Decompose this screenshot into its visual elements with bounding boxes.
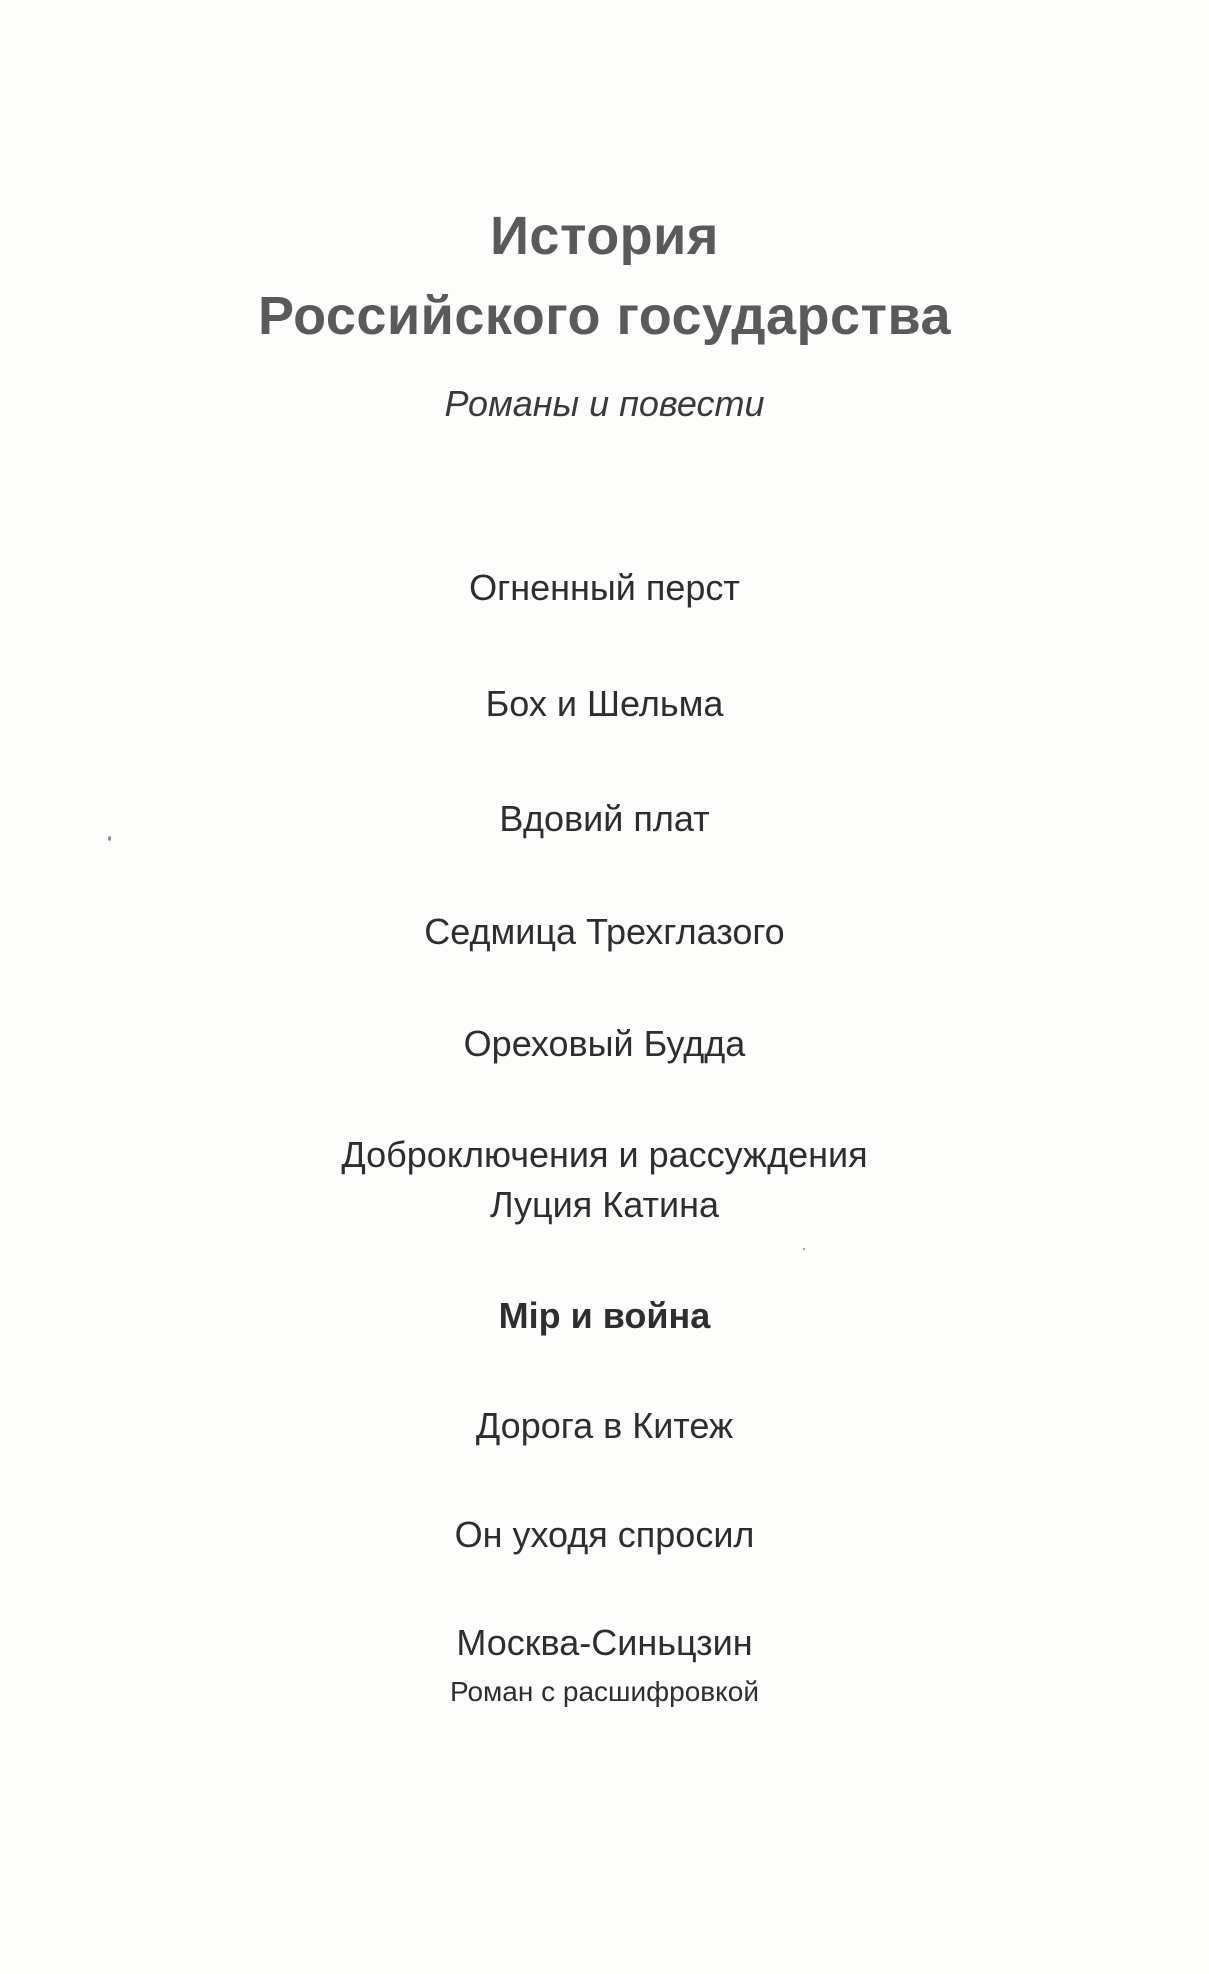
- work-title: Москва-Синьцзин: [456, 1622, 753, 1663]
- work-title-line-1: Доброключения и рассуждения: [341, 1134, 868, 1175]
- work-title: Ореховый Будда: [463, 1023, 746, 1064]
- work-subtitle-note: Роман с расшифровкой: [450, 1676, 759, 1707]
- work-title: Он уходя спросил: [454, 1514, 755, 1555]
- work-title: Бох и Шельма: [485, 683, 724, 724]
- series-title-line-1: История: [490, 206, 719, 266]
- work-title-highlighted: Мiр и война: [498, 1295, 711, 1336]
- work-title: Огненный перст: [469, 567, 740, 608]
- scan-speck: [803, 1248, 805, 1250]
- series-subtitle: Романы и повести: [444, 383, 765, 424]
- scan-speck: [108, 836, 111, 841]
- work-title: Дорога в Китеж: [475, 1405, 734, 1446]
- work-title: Седмица Трехглазого: [424, 911, 785, 952]
- work-title: Вдовий плат: [499, 798, 710, 839]
- work-title-line-2: Луция Катина: [490, 1184, 719, 1225]
- series-title-line-2: Российского государства: [257, 286, 952, 346]
